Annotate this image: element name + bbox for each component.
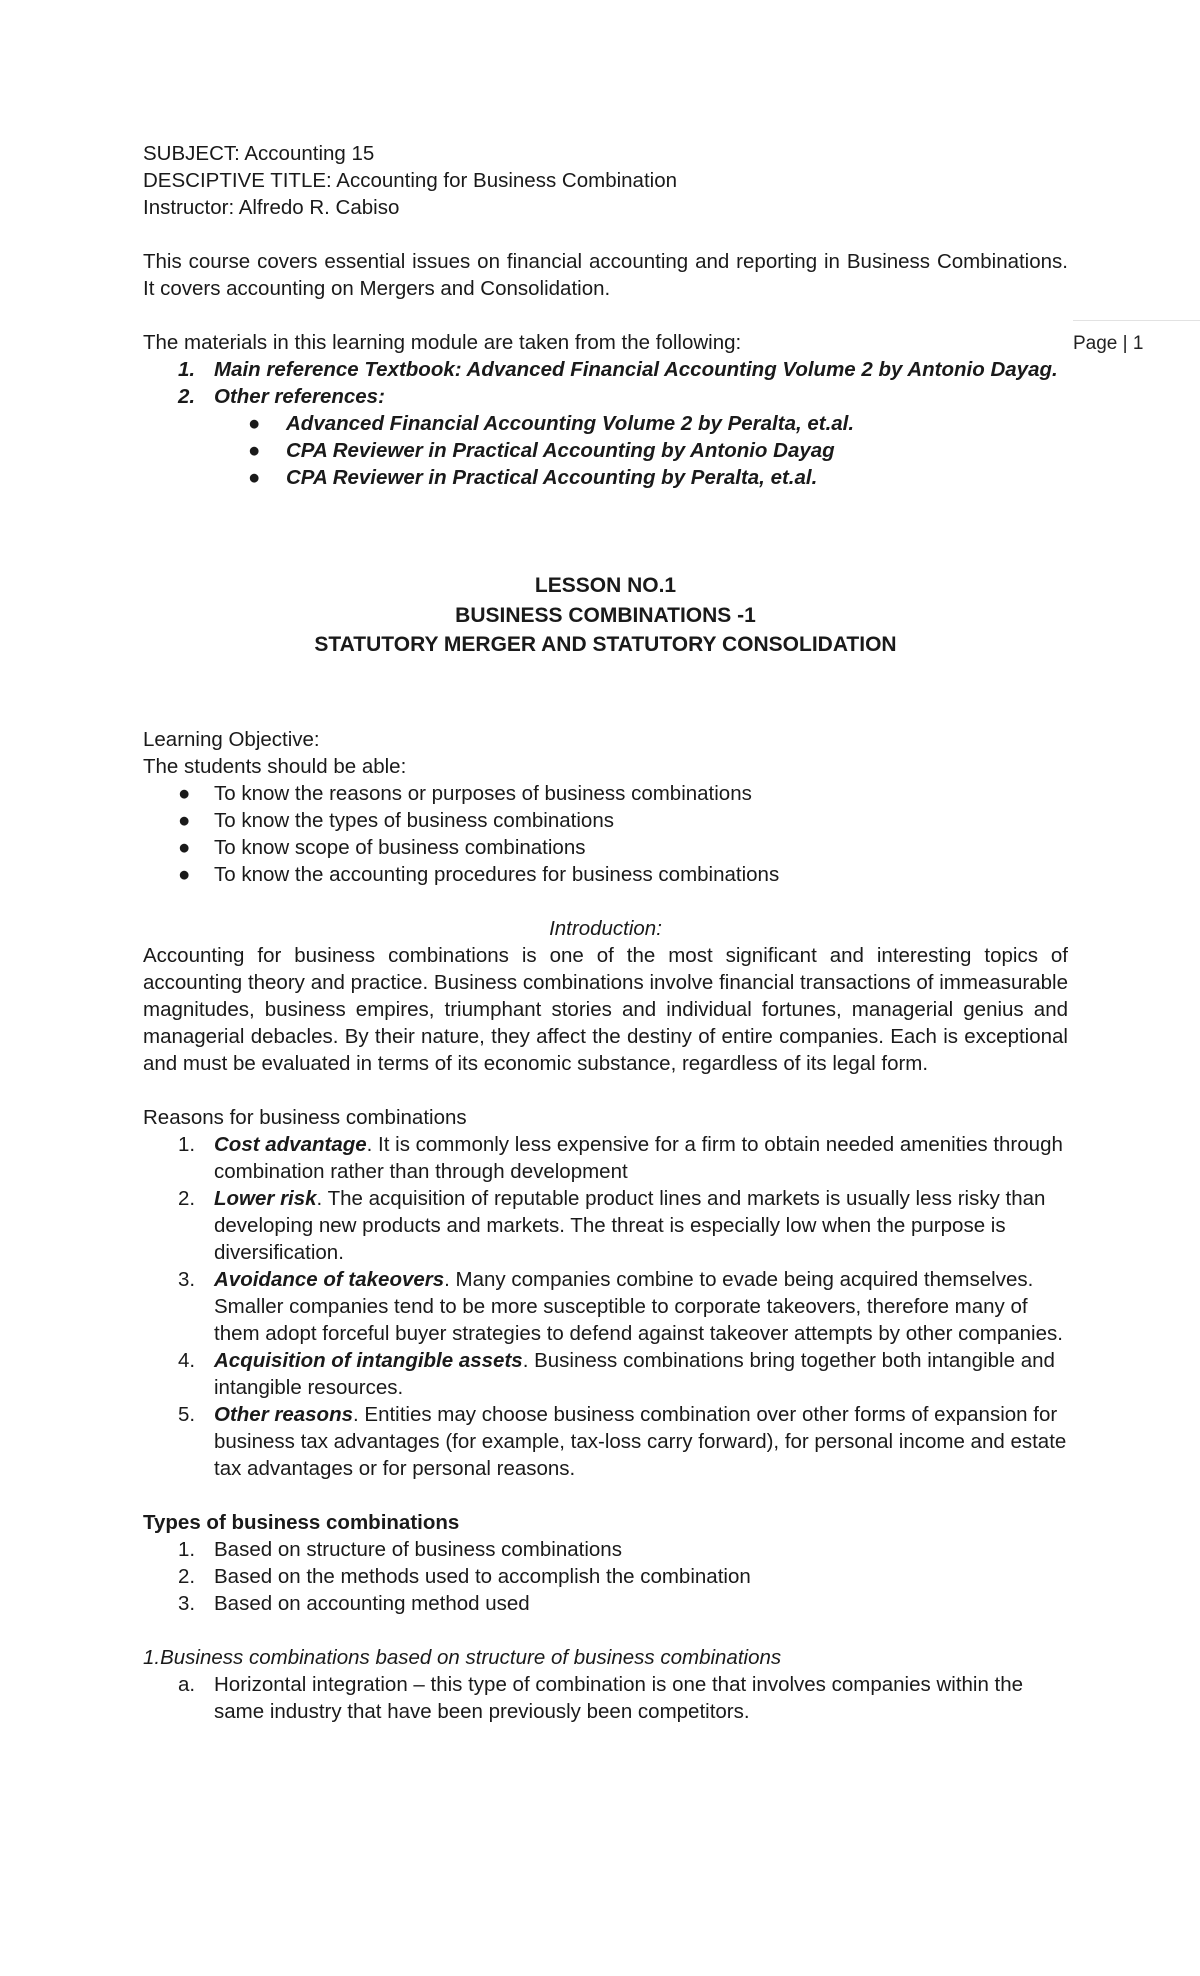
list-item: ● CPA Reviewer in Practical Accounting by Antonio Dayag <box>248 439 835 462</box>
objectives-list <box>143 780 1068 888</box>
structure-heading: 1.Business combinations based on structure of business combinations <box>143 1645 782 1669</box>
bullet-icon: ● <box>178 862 191 886</box>
reasons-heading: Reasons for business combinations <box>143 1105 467 1129</box>
structure-list <box>143 1671 1068 1725</box>
instructor-line: Instructor: Alfredo R. Cabiso <box>143 196 400 219</box>
subject-line: SUBJECT: Accounting 15 <box>143 142 375 165</box>
list-item: 4. Acquisition of intangible assets. Business combinations bring together both intangible and intangible resources. <box>178 1348 1055 1399</box>
descriptive-title: DESCIPTIVE TITLE: Accounting for Business Combination <box>143 169 678 192</box>
introduction-body: Accounting for business combinations is one of the most significant and interesting topics of accounting theory and practice. Business combinations involve financial transactions of immeasurable magnitudes, business empires, triumphant stories and individual fortunes, managerial genius and managerial debacles. By their nature, they affect the destiny of entire companies. Each is exceptional and must be evaluated in terms of its economic substance, regardless of its legal form. <box>143 943 1068 1075</box>
bullet-icon: ● <box>248 466 261 489</box>
list-item: ● Advanced Financial Accounting Volume 2 by Peralta, et.al. <box>248 412 855 435</box>
introduction-heading: Introduction: <box>549 916 662 940</box>
list-item: 2. Lower risk. The acquisition of reputable product lines and markets is usually less risky than developing new products and markets. The threat is especially low when the purpose is diversification. <box>178 1186 1046 1264</box>
objectives-heading: Learning Objective: <box>143 727 320 751</box>
bullet-icon: ● <box>178 781 191 805</box>
materials-intro: The materials in this learning module are taken from the following: <box>143 331 742 354</box>
list-item: 1. Main reference Textbook: Advanced Financial Accounting Volume 2 by Antonio Dayag. <box>178 358 1058 381</box>
bullet-icon: ● <box>248 412 261 435</box>
lesson-subtitle: STATUTORY MERGER AND STATUTORY CONSOLIDATION <box>314 633 897 656</box>
list-item: ● CPA Reviewer in Practical Accounting by Peralta, et.al. <box>248 466 818 489</box>
types-list <box>143 1536 1068 1617</box>
lesson-title: BUSINESS COMBINATIONS -1 <box>455 603 756 627</box>
list-item: ● To know the accounting procedures for business combinations <box>178 862 780 886</box>
bullet-icon: ● <box>178 808 191 832</box>
course-description: This course covers essential issues on financial accounting and reporting in Business Combinations. It covers accounting on Mergers and Consolidation. <box>143 250 1068 300</box>
list-item: 3. Avoidance of takeovers. Many companies combine to evade being acquired themselves. Smaller companies tend to be more susceptible to corporate takeovers, therefore many of them adopt forceful buyer strategies to defend against takeover attempts by other companies. <box>178 1267 1063 1345</box>
bullet-icon: ● <box>178 835 191 859</box>
list-item: 2. Based on the methods used to accomplish the combination <box>178 1564 751 1588</box>
lesson-header <box>143 571 1068 660</box>
reasons-list <box>143 1131 1068 1482</box>
bullet-icon: ● <box>248 439 261 462</box>
objectives-lead: The students should be able: <box>143 754 407 778</box>
list-item: 5. Other reasons. Entities may choose business combination over other forms of expansion for business tax advantages (for example, tax-loss carry forward), for personal income and estate tax advantages or for personal reasons. <box>178 1402 1067 1480</box>
lesson-number: LESSON NO.1 <box>534 574 677 597</box>
materials-list <box>143 356 1068 410</box>
list-item: 1. Cost advantage. It is commonly less expensive for a firm to obtain needed amenities through combination rather than through development <box>178 1132 1063 1183</box>
other-references-list <box>143 410 1068 491</box>
list-item: 1. Based on structure of business combinations <box>178 1537 622 1561</box>
list-item: 2. Other references: <box>178 385 385 408</box>
list-item: a. Horizontal integration – this type of combination is one that involves companies within the same industry that have been previously been competitors. <box>178 1672 1024 1723</box>
list-item: ● To know scope of business combinations <box>178 835 586 859</box>
list-item: ● To know the reasons or purposes of business combinations <box>178 781 752 805</box>
list-item: 3. Based on accounting method used <box>178 1591 530 1615</box>
types-heading: Types of business combinations <box>143 1510 460 1534</box>
page-number: Page | 1 <box>1073 320 1200 355</box>
document-body <box>143 140 1068 1725</box>
list-item: ● To know the types of business combinations <box>178 808 614 832</box>
